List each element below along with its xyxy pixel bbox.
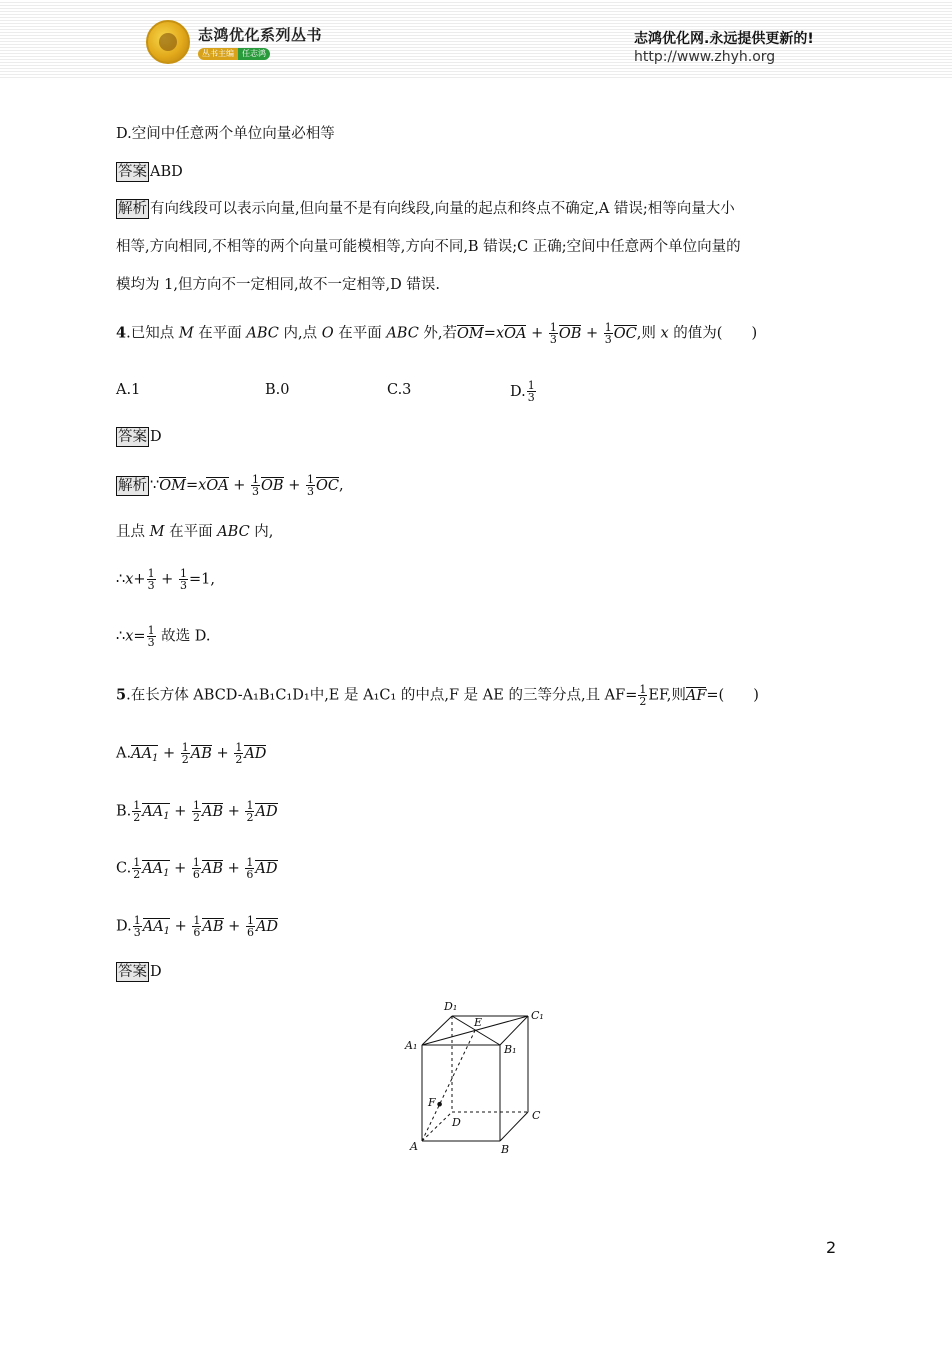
q3-answer-line: [116, 162, 183, 182]
badge-left: 丛书主编: [198, 48, 238, 60]
analysis-label: 解析: [118, 201, 147, 217]
edge-b-c: [500, 1112, 528, 1141]
edge-a-d: [422, 1112, 452, 1141]
answer-label: 答案: [118, 164, 147, 180]
q3-analysis-line-3: 模均为 1,但方向不一定相同,故不一定相等,D 错误.: [116, 277, 441, 293]
q5-option-a: $A.AA_1$ + $\frac{1}{2}$ AB + $\frac{1}{2}$ AD: [116, 741, 267, 766]
site-url[interactable]: http://www.zhyh.org: [634, 49, 776, 65]
q5-option-c: C. $\frac{1}{2}$ $AA_1$ + $\frac{1}{6}$ AB + $\frac{1}{6}$ AD: [116, 856, 278, 881]
q4-option-a: A.1: [116, 382, 141, 398]
q5-answer: D: [150, 964, 162, 980]
answer-label: 答案: [118, 429, 147, 445]
q4-analysis-line-4: ∴x= $\frac{1}{3}$ 故选 D.: [116, 624, 211, 649]
cuboid-figure: [400, 995, 560, 1160]
page-number: 2: [826, 1238, 837, 1257]
q4-stem: 4.已知点 M 在平面 ABC 内,点 O 在平面 ABC 外,若OM=xOA + $\frac{1}{3}$ OB + $\frac{1}{3}$ OC,则 x 的值为( ): [116, 321, 758, 346]
answer-label: 答案: [118, 964, 147, 980]
q3-answer: ABD: [150, 164, 183, 180]
q4-answer-line: [116, 427, 162, 447]
point-f: [437, 1102, 442, 1107]
page-header: [0, 0, 952, 80]
segment-a-e: [422, 1031, 475, 1142]
series-title: 志鸿优化系列丛书: [198, 26, 323, 44]
q4-option-c: C.3: [387, 382, 412, 398]
label-d: D: [452, 1116, 461, 1129]
badge-right: 任志鸿: [238, 48, 270, 60]
q3-analysis-line-1: 解析 有向线段可以表示向量,但向量不是有向线段,向量的起点和终点不确定,A 错误;相等向量大小: [118, 201, 735, 217]
q4-analysis-line-2: 且点 M 在平面 ABC 内,: [116, 524, 274, 540]
analysis-label: 解析: [118, 477, 147, 494]
label-c: C: [532, 1109, 541, 1122]
q5-answer-line: [116, 962, 162, 982]
q3-option-d: D.空间中任意两个单位向量必相等: [116, 126, 335, 142]
editor-badge: [198, 48, 270, 60]
q4-option-b: B.0: [265, 382, 290, 398]
q4-analysis-line-1: 解析 ∵OM=xOA + $\frac{1}{3}$ OB + $\frac{1}{3}$ OC,: [118, 473, 344, 498]
site-title: 志鸿优化网.永远提供更新的!: [634, 31, 814, 47]
q5-option-d: D. $\frac{1}{3}$ $AA_1$ + $\frac{1}{6}$ AB + $\frac{1}{6}$ AD: [116, 914, 279, 939]
edge-b1-c1: [500, 1016, 528, 1045]
q4-option-d: D. $\frac{1}{3}$: [510, 379, 535, 404]
q4-analysis-line-3: ∴x+ $\frac{1}{3}$ + $\frac{1}{3}$ =1,: [116, 567, 215, 592]
label-a1: A₁: [405, 1039, 418, 1052]
label-a: A: [410, 1140, 418, 1153]
publisher-logo: [146, 20, 190, 64]
label-e: E: [474, 1016, 483, 1029]
label-d1: D₁: [444, 1000, 458, 1013]
label-b: B: [501, 1143, 510, 1156]
label-b1: B₁: [504, 1043, 517, 1056]
q5-stem: 5.在长方体 ABCD-A₁B₁C₁D₁中,E 是 A₁C₁ 的中点,F 是 AE 的三等分点,且 AF= $\frac{1}{2}$ EF,则AF=( ): [116, 683, 759, 708]
label-c1: C₁: [531, 1009, 544, 1022]
q4-answer: D: [150, 429, 162, 445]
q5-option-b: B. $\frac{1}{2}$ $AA_1$ + $\frac{1}{2}$ AB + $\frac{1}{2}$ AD: [116, 799, 278, 824]
q3-analysis-line-2: 相等,方向相同,不相等的两个向量可能模相等,方向不同,B 错误;C 正确;空间中任意两个单位向量的: [116, 239, 741, 255]
label-f: F: [428, 1096, 436, 1109]
